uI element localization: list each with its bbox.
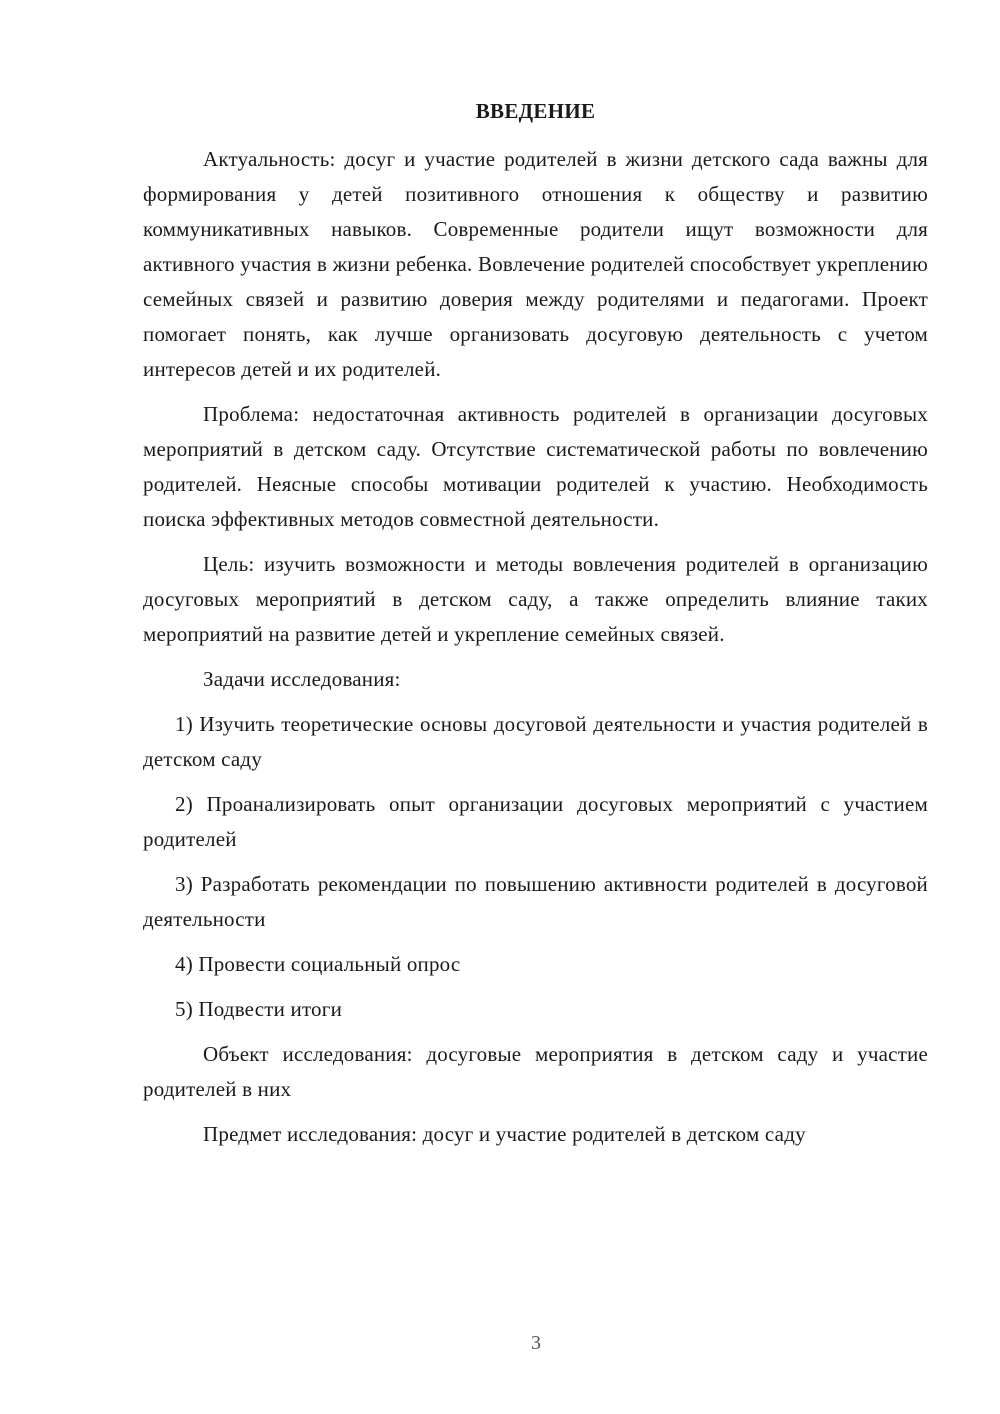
object-paragraph: Объект исследования: досуговые мероприятия в детском саду и участие родителей в них (143, 1042, 928, 1101)
document-page (143, 94, 928, 1162)
goal-paragraph: Цель: изучить возможности и методы вовлечения родителей в организацию досуговых мероприятий в детском саду, а также определить влияние таких мероприятий на развитие детей и укрепление семейных связей. (143, 552, 928, 646)
task-item: 5) Подвести итоги (175, 997, 343, 1021)
task-item: 2) Проанализировать опыт организации досуговых мероприятий с участием родителей (143, 792, 928, 851)
section-heading: ВВЕДЕНИЕ (475, 99, 596, 123)
task-item: 3) Разработать рекомендации по повышению активности родителей в досуговой деятельности (143, 872, 928, 931)
subject-paragraph: Предмет исследования: досуг и участие родителей в детском саду (203, 1122, 806, 1146)
page-number: 3 (531, 1332, 541, 1354)
problem-paragraph: Проблема: недостаточная активность родителей в организации досуговых мероприятий в детском саду. Отсутствие систематической работы по вовлечению родителей. Неясные способы мотивации родителей к участию. Необходимость поиска эффективных методов совместной деятельности. (143, 402, 928, 531)
task-item: 4) Провести социальный опрос (175, 952, 461, 976)
tasks-title: Задачи исследования: (203, 667, 401, 691)
task-item: 1) Изучить теоретические основы досуговой деятельности и участия родителей в детском саду (143, 712, 928, 771)
relevance-paragraph: Актуальность: досуг и участие родителей в жизни детского сада важны для формирования у детей позитивного отношения к обществу и развитию коммуникативных навыков. Современные родители ищут возможности для активного участия в жизни ребенка. Вовлечение родителей способствует укреплению семейных связей и развитию доверия между родителями и педагогами. Проект помогает понять, как лучше организовать досуговую деятельность с учетом интересов детей и их родителей. (143, 147, 928, 381)
